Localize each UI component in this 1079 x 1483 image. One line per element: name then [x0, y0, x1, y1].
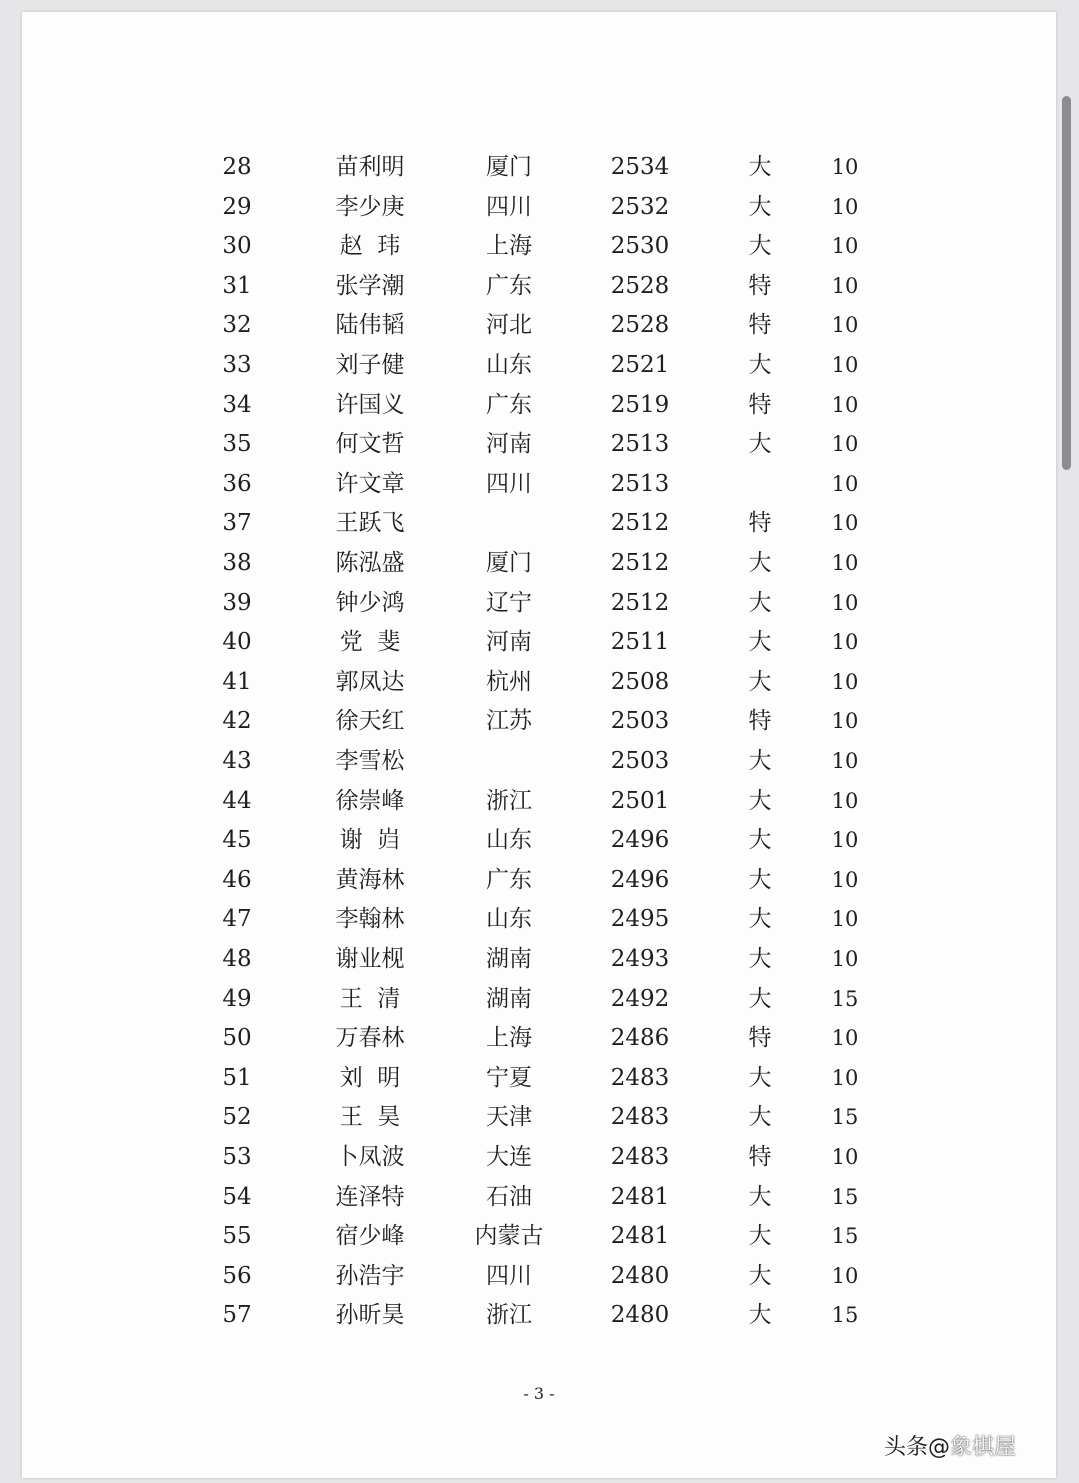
player-province: 天津 — [486, 1104, 532, 1131]
table-row — [22, 226, 1056, 266]
player-k-factor: 10 — [831, 669, 859, 694]
player-province: 厦门 — [486, 154, 532, 180]
player-province: 杭州 — [486, 668, 532, 695]
player-rating: 2512 — [610, 550, 670, 576]
player-name: 徐天红 — [335, 708, 405, 735]
row-number: 49 — [222, 985, 252, 1012]
row-number: 33 — [222, 352, 252, 378]
player-name: 万春林 — [335, 1025, 405, 1052]
row-number: 53 — [222, 1144, 252, 1170]
scrollbar-thumb[interactable] — [1062, 96, 1071, 470]
player-k-factor: 10 — [831, 234, 859, 259]
player-province: 辽宁 — [486, 589, 532, 616]
player-province: 河北 — [486, 312, 532, 339]
table-row — [22, 464, 1056, 504]
player-k-factor: 10 — [831, 1065, 859, 1090]
player-title: 大 — [748, 906, 772, 933]
table-row — [22, 1137, 1056, 1177]
player-title: 大 — [748, 985, 772, 1012]
player-province: 河南 — [486, 629, 532, 656]
player-name: 谢 岿 — [339, 827, 401, 854]
table-row — [22, 583, 1056, 623]
player-name: 宿少峰 — [335, 1223, 405, 1250]
player-province: 大连 — [486, 1144, 532, 1170]
table-row — [22, 662, 1056, 702]
row-number: 47 — [222, 906, 252, 933]
player-rating: 2508 — [610, 668, 670, 695]
watermark-brand: 象棋屋 — [950, 1435, 1017, 1460]
player-province: 山东 — [486, 906, 532, 933]
player-province: 浙江 — [486, 1302, 532, 1329]
page-number: - 3 - — [523, 1384, 555, 1403]
table-row — [22, 1256, 1056, 1296]
player-rating: 2481 — [610, 1223, 670, 1250]
player-province: 浙江 — [486, 787, 532, 814]
player-province: 四川 — [486, 193, 532, 220]
player-rating: 2532 — [610, 193, 670, 220]
table-row — [22, 1097, 1056, 1137]
player-k-factor: 10 — [831, 313, 859, 338]
player-k-factor: 10 — [831, 867, 859, 892]
player-k-factor: 10 — [831, 155, 859, 179]
player-k-factor: 10 — [831, 907, 859, 932]
player-k-factor: 10 — [831, 511, 859, 536]
player-title: 特 — [748, 510, 772, 537]
player-name: 王 昊 — [339, 1104, 401, 1131]
row-number: 38 — [222, 550, 252, 576]
player-name: 卜凤波 — [335, 1144, 405, 1170]
player-k-factor: 15 — [831, 1105, 859, 1130]
player-k-factor: 10 — [831, 828, 859, 853]
row-number: 52 — [222, 1104, 252, 1131]
table-row — [22, 424, 1056, 464]
player-province: 广东 — [486, 272, 532, 299]
row-number: 56 — [222, 1262, 252, 1289]
table-row — [22, 701, 1056, 741]
player-name: 赵 玮 — [339, 233, 401, 260]
player-rating: 2503 — [610, 708, 670, 735]
table-row — [22, 305, 1056, 345]
player-rating: 2495 — [610, 906, 670, 933]
player-rating: 2496 — [610, 827, 670, 854]
player-rating: 2528 — [610, 312, 670, 339]
player-title: 大 — [748, 946, 772, 972]
player-title: 大 — [748, 629, 772, 656]
table-row — [22, 781, 1056, 821]
player-title: 大 — [748, 1223, 772, 1250]
row-number: 43 — [222, 748, 252, 774]
player-title: 大 — [748, 589, 772, 616]
table-row — [22, 820, 1056, 860]
player-k-factor: 15 — [831, 1184, 859, 1209]
table-row — [22, 147, 1056, 187]
player-title: 大 — [748, 827, 772, 854]
player-rating: 2513 — [610, 431, 670, 458]
player-title: 大 — [748, 748, 772, 774]
player-name: 连泽特 — [335, 1183, 405, 1210]
player-k-factor: 10 — [831, 788, 859, 813]
player-title: 大 — [748, 1064, 772, 1091]
player-title: 大 — [748, 431, 772, 458]
row-number: 54 — [222, 1183, 252, 1210]
player-title: 大 — [748, 154, 772, 180]
player-rating: 2519 — [610, 391, 670, 418]
table-row — [22, 622, 1056, 662]
player-title: 大 — [748, 550, 772, 576]
player-k-factor: 10 — [831, 947, 859, 971]
player-rating: 2480 — [610, 1302, 670, 1329]
player-name: 孙浩宇 — [335, 1262, 405, 1289]
player-rating: 2493 — [610, 946, 670, 972]
player-title: 特 — [748, 708, 772, 735]
player-name: 李雪松 — [335, 748, 405, 774]
player-k-factor: 10 — [831, 273, 859, 298]
row-number: 41 — [222, 668, 252, 695]
player-rating: 2496 — [610, 866, 670, 893]
table-row — [22, 385, 1056, 425]
table-row — [22, 860, 1056, 900]
table-row — [22, 1177, 1056, 1217]
player-province: 山东 — [486, 352, 532, 378]
player-name: 王 清 — [339, 985, 401, 1012]
player-province: 四川 — [486, 470, 532, 497]
table-row — [22, 1295, 1056, 1335]
player-title: 大 — [748, 193, 772, 220]
table-row — [22, 899, 1056, 939]
player-rating: 2513 — [610, 470, 670, 497]
player-rating: 2501 — [610, 787, 670, 814]
row-number: 37 — [222, 510, 252, 537]
row-number: 48 — [222, 946, 252, 972]
document-page — [22, 12, 1056, 1478]
player-rating: 2492 — [610, 985, 670, 1012]
player-province: 山东 — [486, 827, 532, 854]
table-row — [22, 266, 1056, 306]
player-rating: 2481 — [610, 1183, 670, 1210]
row-number: 40 — [222, 629, 252, 656]
player-k-factor: 10 — [831, 353, 859, 377]
watermark-prefix: 头条 — [884, 1435, 929, 1460]
player-rating: 2483 — [610, 1144, 670, 1170]
row-number: 51 — [222, 1064, 252, 1091]
table-row — [22, 939, 1056, 979]
player-title: 特 — [748, 1144, 772, 1170]
row-number: 29 — [222, 193, 252, 220]
row-number: 32 — [222, 312, 252, 339]
table-row — [22, 543, 1056, 583]
player-k-factor: 10 — [831, 194, 859, 219]
player-name: 陈泓盛 — [335, 550, 405, 576]
player-rating: 2528 — [610, 272, 670, 299]
player-name: 李少庚 — [335, 193, 405, 220]
player-province: 广东 — [486, 391, 532, 418]
player-k-factor: 10 — [831, 1026, 859, 1051]
player-rating: 2521 — [610, 352, 670, 378]
player-k-factor: 10 — [831, 749, 859, 773]
player-rating: 2483 — [610, 1104, 670, 1131]
player-k-factor: 10 — [831, 590, 859, 615]
player-rating: 2534 — [610, 154, 670, 180]
player-k-factor: 10 — [831, 1263, 859, 1288]
row-number: 30 — [222, 233, 252, 260]
player-name: 许国义 — [335, 391, 405, 418]
player-name: 黄海林 — [335, 866, 405, 893]
player-province: 宁夏 — [486, 1064, 532, 1091]
watermark-at: @ — [928, 1435, 951, 1460]
player-k-factor: 10 — [831, 471, 859, 496]
player-k-factor: 15 — [831, 1224, 859, 1249]
player-title: 大 — [748, 668, 772, 695]
player-name: 刘子健 — [335, 352, 405, 378]
player-name: 徐崇峰 — [335, 787, 405, 814]
row-number: 39 — [222, 589, 252, 616]
player-rating: 2512 — [610, 589, 670, 616]
player-province: 湖南 — [486, 946, 532, 972]
player-name: 郭凤达 — [335, 668, 405, 695]
player-province: 湖南 — [486, 985, 532, 1012]
player-name: 孙昕昊 — [335, 1302, 405, 1329]
player-province: 广东 — [486, 866, 532, 893]
player-rating: 2483 — [610, 1064, 670, 1091]
player-k-factor: 10 — [831, 709, 859, 734]
player-province: 厦门 — [486, 550, 532, 576]
watermark — [884, 1430, 1016, 1461]
player-rating: 2486 — [610, 1025, 670, 1052]
table-row — [22, 741, 1056, 781]
player-province: 石油 — [486, 1183, 532, 1210]
player-province: 江苏 — [486, 708, 532, 735]
row-number: 50 — [222, 1025, 252, 1052]
player-title: 大 — [748, 787, 772, 814]
row-number: 36 — [222, 470, 252, 497]
player-k-factor: 15 — [831, 986, 859, 1011]
player-rating: 2480 — [610, 1262, 670, 1289]
table-row — [22, 1018, 1056, 1058]
player-k-factor: 10 — [831, 392, 859, 417]
row-number: 42 — [222, 708, 252, 735]
player-title: 大 — [748, 1104, 772, 1131]
player-title: 大 — [748, 1262, 772, 1289]
player-name: 党 斐 — [339, 629, 401, 656]
player-title: 特 — [748, 312, 772, 339]
table-row — [22, 503, 1056, 543]
table-row — [22, 1058, 1056, 1098]
player-rating: 2512 — [610, 510, 670, 537]
table-row — [22, 187, 1056, 227]
player-title: 特 — [748, 272, 772, 299]
player-name: 何文哲 — [335, 431, 405, 458]
row-number: 35 — [222, 431, 252, 458]
player-province: 上海 — [486, 233, 532, 260]
row-number: 44 — [222, 787, 252, 814]
player-rating: 2511 — [610, 629, 670, 656]
player-name: 王跃飞 — [335, 510, 405, 537]
player-k-factor: 10 — [831, 630, 859, 655]
player-title: 特 — [748, 391, 772, 418]
table-row — [22, 345, 1056, 385]
player-name: 钟少鸿 — [335, 589, 405, 616]
player-k-factor: 15 — [831, 1303, 859, 1328]
player-title: 大 — [748, 233, 772, 260]
player-name: 张学潮 — [335, 272, 405, 299]
player-k-factor: 10 — [831, 432, 859, 457]
player-title: 大 — [748, 1302, 772, 1329]
player-name: 李翰林 — [335, 906, 405, 933]
row-number: 46 — [222, 866, 252, 893]
player-rating: 2503 — [610, 748, 670, 774]
table-row — [22, 1216, 1056, 1256]
player-name: 刘 明 — [339, 1064, 401, 1091]
player-title: 大 — [748, 866, 772, 893]
row-number: 45 — [222, 827, 252, 854]
player-name: 许文章 — [335, 470, 405, 497]
row-number: 28 — [222, 154, 252, 180]
player-province: 内蒙古 — [474, 1223, 544, 1250]
player-title: 大 — [748, 1183, 772, 1210]
player-province: 河南 — [486, 431, 532, 458]
player-k-factor: 10 — [831, 551, 859, 575]
row-number: 31 — [222, 272, 252, 299]
player-province: 四川 — [486, 1262, 532, 1289]
row-number: 55 — [222, 1223, 252, 1250]
player-name: 苗利明 — [335, 154, 405, 180]
row-number: 34 — [222, 391, 252, 418]
table-row — [22, 979, 1056, 1019]
player-title: 特 — [748, 1025, 772, 1052]
player-name: 谢业枧 — [335, 946, 405, 972]
player-rating: 2530 — [610, 233, 670, 260]
row-number: 57 — [222, 1302, 252, 1329]
player-title: 大 — [748, 352, 772, 378]
player-k-factor: 10 — [831, 1145, 859, 1169]
player-province: 上海 — [486, 1025, 532, 1052]
player-name: 陆伟韬 — [335, 312, 405, 339]
